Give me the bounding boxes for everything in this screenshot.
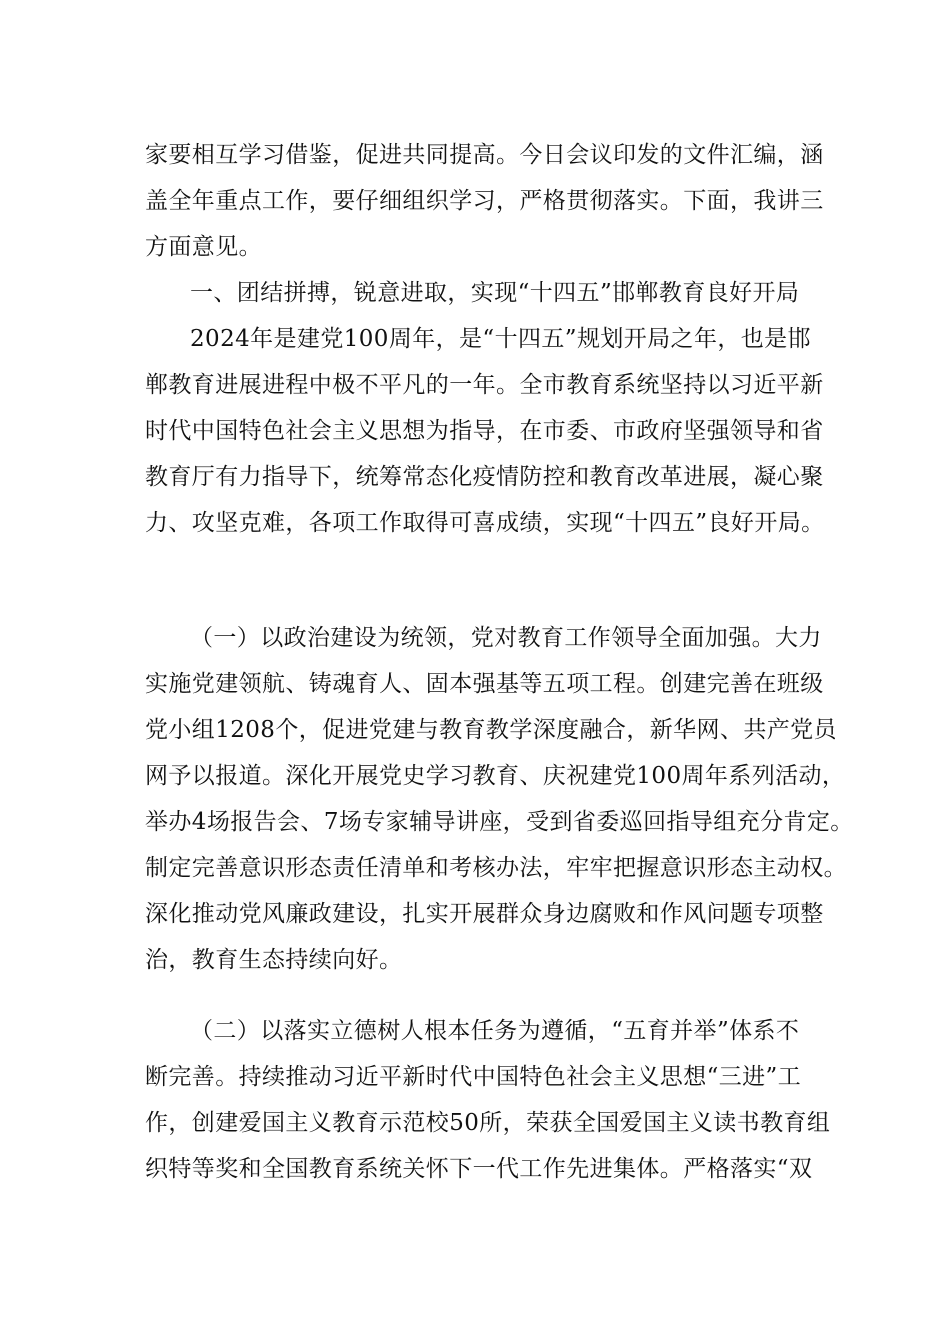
text-line-17: 治，教育生态持续向好。 — [145, 947, 403, 973]
text-line-14: 举办4场报告会、7场专家辅导讲座，受到省委巡回指导组充分肯定。 — [145, 809, 854, 835]
text-line-3: 方面意见。 — [145, 234, 262, 260]
subsection-heading-2: （二）以落实立德树人根本任务为遵循，“五育并举”体系不 — [190, 1018, 800, 1044]
text-line-1: 家要相互学习借鉴，促进共同提高。今日会议印发的文件汇编，涵 — [145, 142, 824, 168]
text-line-11: 实施党建领航、铸魂育人、固本强基等五项工程。创建完善在班级 — [145, 671, 824, 697]
text-line-19: 断完善。持续推动习近平新时代中国特色社会主义思想“三进”工 — [145, 1064, 802, 1090]
text-line-15: 制定完善意识形态责任清单和考核办法，牢牢把握意识形态主动权。 — [145, 855, 847, 881]
text-line-21: 织特等奖和全国教育系统关怀下一代工作先进集体。严格落实“双 — [145, 1156, 813, 1182]
text-line-9: 力、攻坚克难，各项工作取得可喜成绩，实现“十四五”良好开局。 — [145, 510, 825, 536]
text-line-12: 党小组1208个，促进党建与教育教学深度融合，新华网、共产党员 — [145, 717, 837, 743]
text-line-8: 教育厅有力指导下，统筹常态化疫情防控和教育改革进展，凝心聚 — [145, 464, 824, 490]
text-line-6: 郸教育进展进程中极不平凡的一年。全市教育系统坚持以习近平新 — [145, 372, 824, 398]
text-line-20: 作，创建爱国主义教育示范校50所，荣获全国爱国主义读书教育组 — [145, 1110, 831, 1136]
subsection-heading-1: （一）以政治建设为统领，党对教育工作领导全面加强。大力 — [190, 625, 822, 651]
section-heading-1: 一、团结拼搏，锐意进取，实现“十四五”邯郸教育良好开局 — [190, 280, 800, 306]
text-line-2: 盖全年重点工作，要仔细组织学习，严格贯彻落实。下面，我讲三 — [145, 188, 824, 214]
text-line-7: 时代中国特色社会主义思想为指导，在市委、市政府坚强领导和省 — [145, 418, 824, 444]
text-line-5: 2024年是建党100周年，是“十四五”规划开局之年，也是邯 — [190, 326, 811, 352]
text-line-16: 深化推动党风廉政建设，扎实开展群众身边腐败和作风问题专项整 — [145, 901, 824, 927]
text-line-13: 网予以报道。深化开展党史学习教育、庆祝建党100周年系列活动， — [145, 763, 846, 789]
